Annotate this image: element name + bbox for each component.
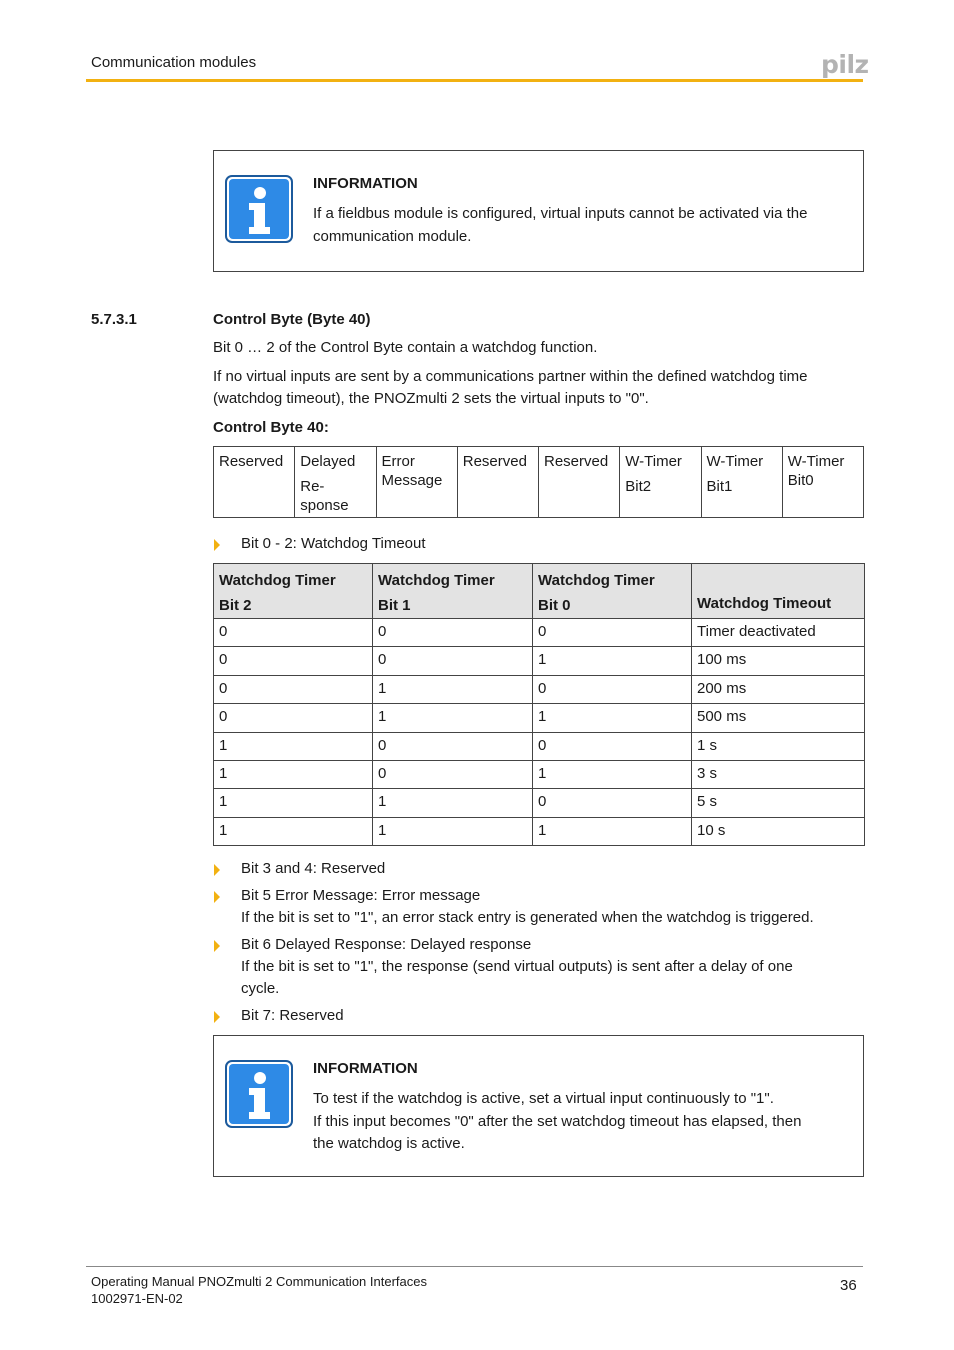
- table-cell: [539, 447, 620, 518]
- paragraph: Bit 0 … 2 of the Control Byte contain a watchdog function.: [213, 339, 598, 356]
- table-cell: 1: [214, 732, 373, 760]
- header-line: Watchdog Timer: [219, 572, 336, 589]
- pilz-logo: pilz: [821, 50, 869, 79]
- information-icon: [225, 1060, 293, 1128]
- table-cell: 0: [214, 675, 373, 703]
- table-cell: 1: [533, 760, 692, 788]
- bullet-item: [214, 858, 864, 880]
- bullet-item: [214, 934, 864, 1000]
- bullet-text: Bit 6 Delayed Response: Delayed response: [241, 936, 532, 953]
- cell-main-text: Reserved: [219, 453, 284, 470]
- cell-main-text: Reserved: [462, 453, 527, 470]
- table-cell: 0: [373, 760, 533, 788]
- cell-sub-text: Bit1: [706, 478, 733, 495]
- table-cell: 1: [214, 789, 373, 817]
- table-cell: 1: [533, 817, 692, 845]
- bullet-triangle-icon: [214, 891, 220, 903]
- cell-main-text: Error Message: [381, 453, 443, 489]
- information-text-line: communication module.: [313, 227, 472, 245]
- page-header-title: Communication modules: [91, 54, 257, 71]
- header-line: Bit 2: [219, 597, 252, 614]
- footer-document-number: 1002971-EN-02: [91, 1291, 183, 1306]
- bullet-detail: cycle.: [241, 980, 280, 997]
- bullet-item: [214, 885, 864, 929]
- section-title: Control Byte (Byte 40): [213, 311, 371, 328]
- table-cell: 0: [533, 675, 692, 703]
- bullet-text: Bit 0 - 2: Watchdog Timeout: [241, 535, 426, 552]
- table-cell: [295, 447, 376, 518]
- table-cell: 0: [214, 619, 373, 647]
- table-row: [214, 647, 865, 675]
- table-cell: 0: [533, 732, 692, 760]
- bullet-item: [214, 1005, 864, 1027]
- table-row: [214, 732, 865, 760]
- cell-main-text: W-Timer: [625, 453, 682, 470]
- table-cell: [701, 447, 782, 518]
- information-text-line: If a fieldbus module is configured, virtual inputs cannot be activated via the: [313, 205, 808, 222]
- table-header-row: [214, 564, 865, 619]
- bullet-text: Bit 7: Reserved: [241, 1007, 344, 1024]
- header-line: Watchdog Timeout: [697, 595, 832, 612]
- table-header-cell: [533, 564, 692, 619]
- table-cell: 1: [373, 789, 533, 817]
- table-cell: 10 s: [692, 817, 865, 845]
- table-cell: [214, 447, 295, 518]
- information-box: [213, 1035, 864, 1177]
- cell-main-text: W-Timer Bit0: [787, 453, 845, 489]
- table-cell: 0: [533, 789, 692, 817]
- bullet-triangle-icon: [214, 940, 220, 952]
- table-row: [214, 817, 865, 845]
- header-divider: [86, 79, 863, 82]
- bullet-item: [214, 533, 864, 555]
- cell-main-text: Reserved: [544, 453, 609, 470]
- watchdog-timeout-table: [213, 563, 865, 846]
- table-cell: [457, 447, 538, 518]
- information-text-line: To test if the watchdog is active, set a virtual input continuously to "1".: [313, 1090, 774, 1107]
- control-byte-table: [213, 446, 864, 518]
- table-cell: 1: [214, 817, 373, 845]
- header-line: Watchdog Timer: [378, 572, 495, 589]
- table-cell: [782, 447, 863, 518]
- table-cell: 0: [373, 647, 533, 675]
- table-cell: 1: [373, 704, 533, 732]
- table-cell: [620, 447, 701, 518]
- footer-divider: [86, 1266, 863, 1267]
- info-i-glyph: [229, 179, 289, 239]
- paragraph-line: If no virtual inputs are sent by a communications partner within the defined watchdog time: [213, 368, 808, 385]
- table-cell: 1: [533, 647, 692, 675]
- info-i-glyph: [229, 1064, 289, 1124]
- header-line: Bit 1: [378, 597, 411, 614]
- table-cell: 1: [373, 675, 533, 703]
- information-heading: INFORMATION: [313, 175, 418, 192]
- table-cell: 1: [533, 704, 692, 732]
- table-cell: 1: [373, 817, 533, 845]
- bullet-triangle-icon: [214, 539, 220, 551]
- table-row: [214, 619, 865, 647]
- bullet-detail: If the bit is set to "1", an error stack entry is generated when the watchdog is triggered.: [241, 909, 814, 926]
- information-icon: [225, 175, 293, 243]
- table-cell: 0: [533, 619, 692, 647]
- bullet-text: Bit 5 Error Message: Error message: [241, 887, 481, 904]
- table-header-cell: [214, 564, 373, 619]
- table-cell: 5 s: [692, 789, 865, 817]
- table-header-cell: [373, 564, 533, 619]
- information-text-line: the watchdog is active.: [313, 1135, 465, 1152]
- information-box: [213, 150, 864, 272]
- information-text-line: If this input becomes "0" after the set watchdog timeout has elapsed, then: [313, 1112, 802, 1130]
- cell-main-text: Delayed: [300, 453, 356, 470]
- table-cell: 500 ms: [692, 704, 865, 732]
- table-cell: 1: [214, 760, 373, 788]
- information-heading: INFORMATION: [313, 1060, 418, 1077]
- header-line: Watchdog Timer: [538, 572, 655, 589]
- table-row: [214, 789, 865, 817]
- cell-sub-text: Bit2: [625, 478, 652, 495]
- table-row: [214, 447, 864, 518]
- footer-manual-title: Operating Manual PNOZmulti 2 Communication Interfaces: [91, 1274, 427, 1289]
- cell-sub-text: Re- sponse: [300, 478, 349, 514]
- footer-document-info: [91, 1273, 427, 1307]
- bullet-triangle-icon: [214, 1011, 220, 1023]
- table-cell: 0: [373, 619, 533, 647]
- table-cell: 200 ms: [692, 675, 865, 703]
- table-cell: [376, 447, 457, 518]
- table-cell: 1 s: [692, 732, 865, 760]
- table-cell: 0: [214, 704, 373, 732]
- table-row: [214, 760, 865, 788]
- paragraph-line: (watchdog timeout), the PNOZmulti 2 sets the virtual inputs to "0".: [213, 390, 649, 407]
- table-row: [214, 675, 865, 703]
- header-line: Bit 0: [538, 597, 571, 614]
- table-cell: Timer deactivated: [692, 619, 865, 647]
- bullet-triangle-icon: [214, 864, 220, 876]
- table-cell: 0: [373, 732, 533, 760]
- table-cell: 0: [214, 647, 373, 675]
- control-byte-label: Control Byte 40:: [213, 419, 329, 436]
- table-row: [214, 704, 865, 732]
- bullet-text: Bit 3 and 4: Reserved: [241, 860, 386, 877]
- bullet-detail: If the bit is set to "1", the response (send virtual outputs) is sent after a delay of one: [241, 958, 793, 975]
- table-cell: 3 s: [692, 760, 865, 788]
- cell-main-text: W-Timer: [706, 453, 764, 470]
- section-number: 5.7.3.1: [91, 311, 137, 328]
- table-cell: 100 ms: [692, 647, 865, 675]
- table-header-cell: [692, 564, 865, 619]
- page-number: 36: [840, 1277, 857, 1294]
